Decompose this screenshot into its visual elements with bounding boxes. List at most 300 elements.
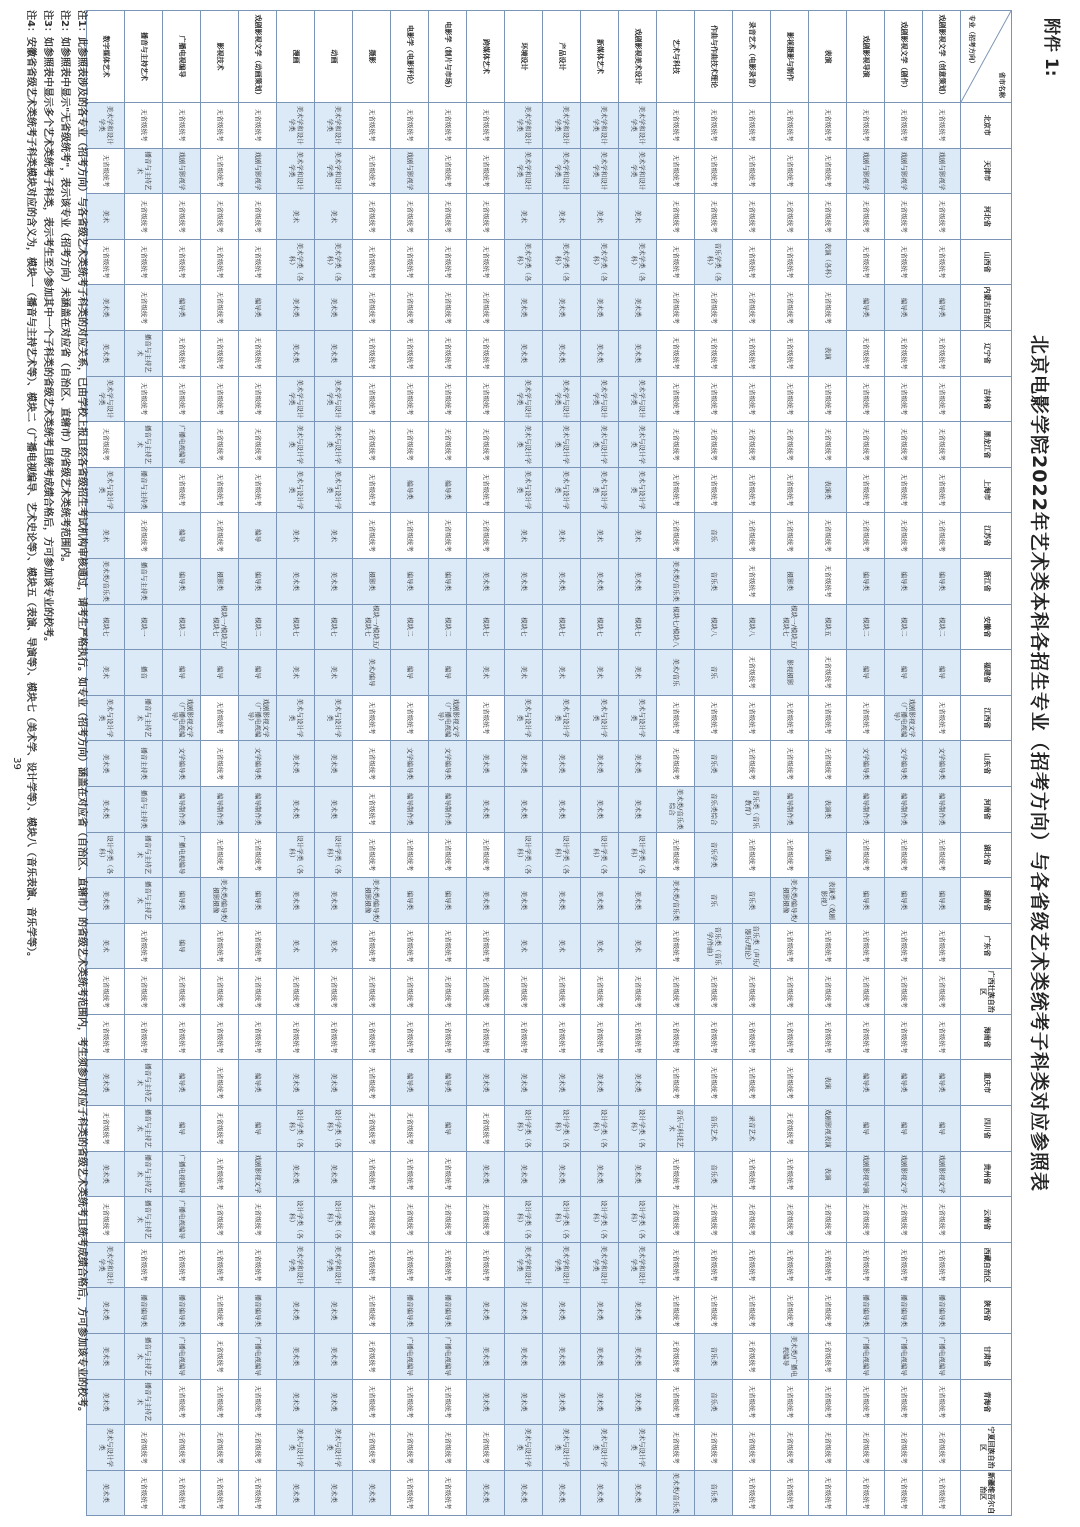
table-cell: 无省级统考 xyxy=(429,1425,467,1471)
table-cell: 设计学类（各科） xyxy=(543,1106,581,1152)
table-cell: 无省级统考 xyxy=(923,467,961,513)
table-cell: 美术类 xyxy=(277,1060,315,1106)
table-cell: 文学编导类 xyxy=(923,741,961,787)
table-cell: 美术学和设计学类 xyxy=(543,1242,581,1288)
table-cell: 美术类 xyxy=(543,285,581,331)
table-cell: 无省级统考 xyxy=(771,1197,809,1243)
table-cell: 无省级统考 xyxy=(657,376,695,422)
table-cell: 无省级统考 xyxy=(201,148,239,194)
table-cell: 美术类 xyxy=(467,1379,505,1425)
province-header: 四川省 xyxy=(961,1106,1012,1152)
table-cell: 模块五 xyxy=(809,604,847,650)
table-cell: 无省级统考 xyxy=(467,923,505,969)
table-cell: 美术类 xyxy=(87,878,125,924)
table-cell: 美术 xyxy=(277,923,315,969)
table-cell: 美术类/音乐类 xyxy=(657,558,695,604)
table-cell: 播音编导类 xyxy=(429,1288,467,1334)
table-cell: 无省级统考 xyxy=(353,695,391,741)
table-cell: 无省级统考 xyxy=(733,741,771,787)
table-cell: 无省级统考 xyxy=(657,1151,695,1197)
corner-province-label: 省市名称 xyxy=(998,72,1006,98)
table-cell: 无省级统考 xyxy=(771,376,809,422)
table-cell: 无省级统考 xyxy=(353,148,391,194)
table-cell: 美术类 xyxy=(467,1334,505,1380)
table-cell: 模块八 xyxy=(733,604,771,650)
table-cell: 无省级统考 xyxy=(923,103,961,149)
table-cell: 编导类 xyxy=(847,1060,885,1106)
table-cell: 美术与设计学类 xyxy=(619,467,657,513)
table-cell: 模块一 xyxy=(125,604,163,650)
table-cell: 无省级统考 xyxy=(163,103,201,149)
table-cell: 无省级统考 xyxy=(391,1106,429,1152)
table-cell: 无省级统考 xyxy=(885,330,923,376)
table-cell: 无省级统考 xyxy=(771,1425,809,1471)
table-cell: 无省级统考 xyxy=(391,422,429,468)
table-cell: 播音与主持艺术 xyxy=(125,1197,163,1243)
table-row xyxy=(657,11,695,1516)
table-cell: 音乐学类（各科） xyxy=(695,239,733,285)
table-cell: 美术类 xyxy=(277,1288,315,1334)
table-cell: 美术学和设计学类 xyxy=(619,148,657,194)
table-cell: 播音与主持艺术 xyxy=(125,695,163,741)
table-cell: 美术类 xyxy=(315,878,353,924)
table-cell: 无省级统考 xyxy=(391,695,429,741)
table-cell: 无省级统考 xyxy=(201,1197,239,1243)
table-cell: 音乐类（声乐/器乐/理论） xyxy=(733,923,771,969)
table-cell: 广播电视编导 xyxy=(429,1334,467,1380)
table-cell: 无省级统考 xyxy=(429,239,467,285)
table-cell: 文学编导类 xyxy=(885,741,923,787)
table-cell: 美术类 xyxy=(619,741,657,787)
table-cell: 设计学类（各科） xyxy=(619,1197,657,1243)
table-cell: 无省级统考 xyxy=(657,1379,695,1425)
table-cell: 设计学类（各科） xyxy=(277,1106,315,1152)
table-cell: 无省级统考 xyxy=(467,1106,505,1152)
table-cell: 无省级统考 xyxy=(809,969,847,1015)
table-cell: 无省级统考 xyxy=(657,1014,695,1060)
table-cell: 无省级统考 xyxy=(771,969,809,1015)
table-cell: 美术类 xyxy=(467,558,505,604)
table-cell: 编导制作类 xyxy=(847,786,885,832)
table-row xyxy=(353,11,391,1516)
table-cell: 无省级统考 xyxy=(429,422,467,468)
table-cell: 编导类 xyxy=(163,558,201,604)
table-cell: 无省级统考 xyxy=(353,103,391,149)
table-cell: 无省级统考 xyxy=(429,1151,467,1197)
table-cell: 无省级统考 xyxy=(125,194,163,240)
table-cell: 无省级统考 xyxy=(809,1379,847,1425)
table-cell: 美术 xyxy=(505,194,543,240)
table-cell: 无省级统考 xyxy=(353,1379,391,1425)
table-cell: 无省级统考 xyxy=(467,467,505,513)
table-cell: 编导制作类 xyxy=(163,786,201,832)
table-cell: 无省级统考 xyxy=(201,695,239,741)
table-cell: 美术学和设计学类 xyxy=(277,1242,315,1288)
table-cell: 无省级统考 xyxy=(657,1060,695,1106)
table-row xyxy=(619,11,657,1516)
table-cell: 美术与设计学类 xyxy=(315,1425,353,1471)
table-cell: 无省级统考 xyxy=(695,285,733,331)
table-cell: 无省级统考 xyxy=(695,148,733,194)
table-cell: 美术类 xyxy=(467,786,505,832)
table-cell: 美术类/音乐类 xyxy=(657,878,695,924)
table-cell: 无省级统考 xyxy=(923,1379,961,1425)
table-cell: 编导 xyxy=(163,650,201,696)
table-cell: 编导 xyxy=(391,650,429,696)
table-cell: 广播电视编导 xyxy=(885,1334,923,1380)
table-cell: 美术类 xyxy=(87,1334,125,1380)
table-cell: 美术 xyxy=(467,650,505,696)
table-cell: 无省级统考 xyxy=(885,1425,923,1471)
table-cell: 无省级统考 xyxy=(201,1379,239,1425)
table-cell: 无省级统考 xyxy=(657,1334,695,1380)
table-cell: 无省级统考 xyxy=(391,376,429,422)
table-cell: 无省级统考 xyxy=(657,695,695,741)
table-cell: 无省级统考 xyxy=(771,513,809,559)
table-cell: 无省级统考 xyxy=(923,422,961,468)
table-cell: 美术/音乐 xyxy=(657,650,695,696)
table-cell: 无省级统考 xyxy=(809,741,847,787)
table-cell: 播音与主持艺术 xyxy=(125,1060,163,1106)
table-cell: 表演类 xyxy=(809,786,847,832)
table-cell: 广播电视编导 xyxy=(847,1334,885,1380)
table-cell: 文学编导类 xyxy=(391,741,429,787)
table-cell: 编导 xyxy=(429,650,467,696)
table-cell: 无省级统考 xyxy=(391,285,429,331)
table-cell: 无省级统考 xyxy=(695,1014,733,1060)
table-cell: 无省级统考 xyxy=(847,695,885,741)
table-cell: 无省级统考 xyxy=(125,969,163,1015)
table-cell: 无省级统考 xyxy=(847,422,885,468)
table-cell: 编导类 xyxy=(391,1060,429,1106)
table-cell: 美术学和设计学类 xyxy=(277,148,315,194)
table-cell: 模块二 xyxy=(923,604,961,650)
table-cell: 美术类 xyxy=(353,1470,391,1516)
table-cell: 美术学和设计学类 xyxy=(315,103,353,149)
table-cell: 无省级统考 xyxy=(657,103,695,149)
major-name-cell: 产品设计 xyxy=(543,11,581,103)
table-cell: 戏剧影视文学 xyxy=(923,1151,961,1197)
table-cell: 播音与主持艺术 xyxy=(125,1334,163,1380)
table-cell: 无省级统考 xyxy=(885,194,923,240)
table-cell: 编导类 xyxy=(429,878,467,924)
table-cell: 无省级统考 xyxy=(87,1014,125,1060)
province-header: 河北省 xyxy=(961,194,1012,240)
table-cell: 美术与设计学类 xyxy=(543,1425,581,1471)
table-cell: 美术类 xyxy=(467,1060,505,1106)
table-cell: 美术类 xyxy=(277,741,315,787)
table-cell: 无省级统考 xyxy=(201,832,239,878)
table-cell: 无省级统考 xyxy=(467,148,505,194)
table-cell: 美术类 xyxy=(505,1470,543,1516)
table-cell: 无省级统考 xyxy=(695,376,733,422)
table-cell: 设计学类（各科） xyxy=(619,832,657,878)
table-cell: 无省级统考 xyxy=(353,1334,391,1380)
table-cell: 广播电视编导 xyxy=(923,1334,961,1380)
table-cell: 设计学类（各科） xyxy=(581,1197,619,1243)
table-row xyxy=(467,11,505,1516)
province-header: 青海省 xyxy=(961,1379,1012,1425)
table-cell: 音乐艺术 xyxy=(695,1106,733,1152)
table-cell: 无省级统考 xyxy=(733,285,771,331)
province-header: 贵州省 xyxy=(961,1151,1012,1197)
table-cell: 无省级统考 xyxy=(353,513,391,559)
table-cell: 无省级统考 xyxy=(771,1014,809,1060)
table-cell: 美术类 xyxy=(619,285,657,331)
table-cell: 无省级统考 xyxy=(87,1197,125,1243)
table-cell: 无省级统考 xyxy=(885,832,923,878)
table-cell: 播音与主持艺术 xyxy=(125,1151,163,1197)
table-cell: 无省级统考 xyxy=(695,422,733,468)
table-cell: 无省级统考 xyxy=(467,376,505,422)
table-cell: 无省级统考 xyxy=(809,1014,847,1060)
table-cell: 美术类/音乐类 xyxy=(87,558,125,604)
table-cell: 编导类 xyxy=(239,558,277,604)
table-cell: 音乐与科技艺术 xyxy=(657,1106,695,1152)
major-name-cell: 播音与主持艺术 xyxy=(125,11,163,103)
province-header: 山西省 xyxy=(961,239,1012,285)
table-cell: 音乐类 xyxy=(695,741,733,787)
major-name-cell: 动画 xyxy=(315,11,353,103)
table-cell: 无省级统考 xyxy=(847,1197,885,1243)
table-cell: 播音与主持类 xyxy=(125,467,163,513)
table-cell: 无省级统考 xyxy=(239,1197,277,1243)
table-cell: 无省级统考 xyxy=(847,467,885,513)
table-cell: 美术学和设计学类 xyxy=(505,1242,543,1288)
table-cell: 设计学类（各科） xyxy=(87,832,125,878)
table-cell: 无省级统考 xyxy=(771,330,809,376)
table-cell: 编导类 xyxy=(163,878,201,924)
major-name-cell: 摄影 xyxy=(353,11,391,103)
table-cell: 美术与设计学类 xyxy=(581,695,619,741)
table-cell: 美术类 xyxy=(467,741,505,787)
table-cell: 设计学类（各科） xyxy=(505,1106,543,1152)
table-cell: 无省级统考 xyxy=(657,969,695,1015)
table-cell: 文学编导类 xyxy=(847,741,885,787)
table-cell: 美术学和设计学类 xyxy=(505,103,543,149)
major-name-cell: 表演 xyxy=(809,11,847,103)
table-cell: 美术与设计学类 xyxy=(619,1425,657,1471)
table-cell: 模块七 xyxy=(467,604,505,650)
table-cell: 无省级统考 xyxy=(429,330,467,376)
table-cell: 美术 xyxy=(619,513,657,559)
table-cell: 编导类 xyxy=(885,558,923,604)
table-cell: 模块七 xyxy=(505,604,543,650)
table-cell: 无省级统考 xyxy=(467,422,505,468)
table-cell: 美术类 xyxy=(543,1288,581,1334)
table-cell: 美术学与设计学类 xyxy=(315,376,353,422)
table-cell: 美术 xyxy=(277,513,315,559)
table-cell: 无省级统考 xyxy=(391,103,429,149)
table-cell: 播音 xyxy=(125,650,163,696)
table-cell: 无省级统考 xyxy=(239,467,277,513)
table-cell: 编导类 xyxy=(923,558,961,604)
table-cell: 编导 xyxy=(885,650,923,696)
table-cell: 无省级统考 xyxy=(847,1014,885,1060)
table-cell: 美术 xyxy=(315,923,353,969)
table-cell: 无省级统考 xyxy=(847,1242,885,1288)
table-row xyxy=(201,11,239,1516)
table-cell: 无省级统考 xyxy=(809,148,847,194)
table-cell: 无省级统考 xyxy=(87,148,125,194)
table-cell: 编导类 xyxy=(429,1060,467,1106)
major-name-cell: 漫画 xyxy=(277,11,315,103)
province-header: 湖北省 xyxy=(961,832,1012,878)
table-cell: 无省级统考 xyxy=(923,969,961,1015)
table-cell: 无省级统考 xyxy=(809,923,847,969)
table-row xyxy=(125,11,163,1516)
table-cell: 无省级统考 xyxy=(923,330,961,376)
table-cell: 无省级统考 xyxy=(391,1242,429,1288)
table-cell: 无省级统考 xyxy=(733,1425,771,1471)
table-cell: 播音与主持艺术 xyxy=(125,422,163,468)
table-cell: 无省级统考 xyxy=(657,1242,695,1288)
table-cell: 无省级统考 xyxy=(809,1242,847,1288)
table-cell: 设计学类（各科） xyxy=(543,832,581,878)
table-cell: 编导类 xyxy=(847,558,885,604)
table-cell: 编导 xyxy=(429,1106,467,1152)
table-cell: 编导 xyxy=(239,1106,277,1152)
table-cell: 无省级统考 xyxy=(885,239,923,285)
table-cell: 美术学和设计学类 xyxy=(619,103,657,149)
table-cell: 戏剧影视表演 xyxy=(809,1106,847,1152)
table-cell: 无省级统考 xyxy=(353,1197,391,1243)
table-cell: 编导 xyxy=(163,513,201,559)
table-cell: 无省级统考 xyxy=(923,1470,961,1516)
table-cell: 无省级统考 xyxy=(695,1425,733,1471)
table-cell: 编导类 xyxy=(885,1060,923,1106)
table-cell: 无省级统考 xyxy=(201,467,239,513)
table-cell: 摄影类 xyxy=(771,558,809,604)
table-cell: 无省级统考 xyxy=(809,1470,847,1516)
table-cell: 无省级统考 xyxy=(695,103,733,149)
table-cell: 美术学与设计学类 xyxy=(619,376,657,422)
table-cell: 美术类 xyxy=(87,285,125,331)
table-cell: 美术类 xyxy=(315,741,353,787)
table-cell: 无省级统考 xyxy=(125,239,163,285)
table-cell: 美术类 xyxy=(581,786,619,832)
table-cell: 无省级统考 xyxy=(429,1242,467,1288)
table-cell: 无省级统考 xyxy=(239,376,277,422)
table-cell: 美术类 xyxy=(543,1151,581,1197)
table-cell: 无省级统考 xyxy=(353,239,391,285)
table-cell: 无省级统考 xyxy=(695,1288,733,1334)
major-name-cell: 电影学（电影评论） xyxy=(391,11,429,103)
table-cell: 模块七/模块八 xyxy=(657,604,695,650)
table-cell: 无省级统考 xyxy=(163,467,201,513)
table-cell: 模块七 xyxy=(581,604,619,650)
table-cell: 编导制作类 xyxy=(201,786,239,832)
table-cell: 无省级统考 xyxy=(467,194,505,240)
table-cell: 编导 xyxy=(163,923,201,969)
note-4: 注4：安徽省省级艺术类统考子科类模块对应的含义为，模块一（播音与主持艺术等）、模块二（广播电视编导、艺术史论等）、模块五（表演、导演等）、模块七（美术学、设计学等）、模块八（音乐表演、音乐学等）。 xyxy=(25,10,36,962)
table-cell: 美术类 xyxy=(543,878,581,924)
table-cell: 文学编导类 xyxy=(429,741,467,787)
table-cell: 无省级统考 xyxy=(467,1014,505,1060)
table-cell: 无省级统考 xyxy=(277,1014,315,1060)
table-cell: 无省级统考 xyxy=(581,1014,619,1060)
document-title: 北京电影学院2022年艺术类本科各招生专业（招考方向）与各省级艺术类统考子科类对应参照表 xyxy=(1028,335,1050,1192)
table-cell: 播音编导类 xyxy=(391,1288,429,1334)
table-cell: 无省级统考 xyxy=(847,376,885,422)
table-cell: 无省级统考 xyxy=(695,467,733,513)
table-cell: 无省级统考 xyxy=(391,513,429,559)
table-cell: 无省级统考 xyxy=(847,194,885,240)
table-cell: 无省级统考 xyxy=(353,1242,391,1288)
table-cell: 无省级统考 xyxy=(391,1425,429,1471)
table-cell: 无省级统考 xyxy=(733,969,771,1015)
table-cell: 表演（各科） xyxy=(809,239,847,285)
table-cell: 无省级统考 xyxy=(809,1425,847,1471)
table-cell: 编导制作类 xyxy=(239,786,277,832)
table-cell: 无省级统考 xyxy=(391,1151,429,1197)
table-cell: 无省级统考 xyxy=(87,422,125,468)
province-header: 宁夏回族自治区 xyxy=(961,1425,1012,1471)
province-header: 北京市 xyxy=(961,103,1012,149)
table-cell: 无省级统考 xyxy=(657,194,695,240)
major-name-cell: 广播电视编导 xyxy=(163,11,201,103)
table-cell: 无省级统考 xyxy=(429,969,467,1015)
province-header: 广东省 xyxy=(961,923,1012,969)
table-cell: 美术 xyxy=(87,923,125,969)
table-cell: 无省级统考 xyxy=(467,330,505,376)
table-cell: 美术与设计学类 xyxy=(315,695,353,741)
table-cell: 播音与主持类 xyxy=(125,558,163,604)
table-cell: 编导类 xyxy=(923,878,961,924)
table-cell: 无省级统考 xyxy=(201,103,239,149)
table-cell: 戏剧影视文学 xyxy=(885,1151,923,1197)
table-cell: 美术类 xyxy=(543,786,581,832)
table-cell: 美术类 xyxy=(505,1334,543,1380)
table-cell: 无省级统考 xyxy=(733,376,771,422)
table-cell: 美术学和设计学类 xyxy=(87,103,125,149)
table-cell: 无省级统考 xyxy=(885,1197,923,1243)
table-cell: 无省级统考 xyxy=(733,1060,771,1106)
table-cell: 无省级统考 xyxy=(201,969,239,1015)
table-cell: 编导 xyxy=(163,1106,201,1152)
table-cell: 戏剧与影视学 xyxy=(885,148,923,194)
province-header: 吉林省 xyxy=(961,376,1012,422)
table-cell: 无省级统考 xyxy=(201,1060,239,1106)
table-cell: 无省级统考 xyxy=(733,194,771,240)
table-cell: 无省级统考 xyxy=(923,1425,961,1471)
table-body xyxy=(87,11,961,1516)
table-cell: 无省级统考 xyxy=(201,1106,239,1152)
table-cell: 无省级统考 xyxy=(201,285,239,331)
table-cell: 美术类 xyxy=(277,285,315,331)
table-cell: 无省级统考 xyxy=(771,467,809,513)
table-cell: 美术类 xyxy=(543,1060,581,1106)
table-cell: 无省级统考 xyxy=(353,1151,391,1197)
table-cell: 无省级统考 xyxy=(885,923,923,969)
table-cell: 美术类/编导类/摄影摄像 xyxy=(201,878,239,924)
table-cell: 无省级统考 xyxy=(733,1379,771,1425)
table-cell: 无省级统考 xyxy=(733,695,771,741)
table-cell: 无省级统考 xyxy=(809,513,847,559)
table-cell: 美术类 xyxy=(315,1151,353,1197)
table-row xyxy=(505,11,543,1516)
table-cell: 无省级统考 xyxy=(201,422,239,468)
table-cell: 编导 xyxy=(847,1106,885,1152)
table-cell: 美术类 xyxy=(467,1288,505,1334)
major-name-cell: 数字媒体艺术 xyxy=(87,11,125,103)
table-cell: 广播电视编导 xyxy=(391,1334,429,1380)
table-cell: 编导类 xyxy=(847,878,885,924)
table-cell: 无省级统考 xyxy=(429,1014,467,1060)
table-cell: 无省级统考 xyxy=(467,239,505,285)
table-cell: 无省级统考 xyxy=(771,1288,809,1334)
table-cell: 编导制作类 xyxy=(391,786,429,832)
